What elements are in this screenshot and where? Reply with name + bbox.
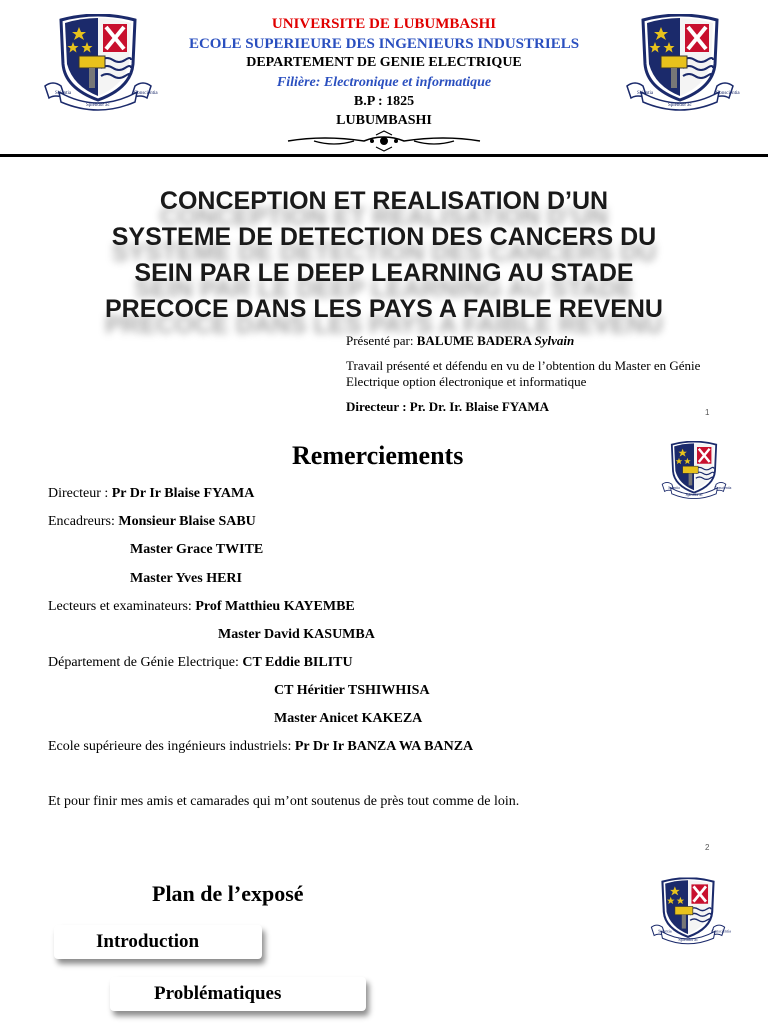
remerciements-title: Remerciements [292, 441, 464, 470]
crest-motto-bottom: Splendor ac [86, 103, 110, 108]
city: LUBUMBASHI [336, 113, 432, 128]
svg-text:Scientia: Scientia [637, 91, 654, 96]
school-name: ECOLE SUPERIEURE DES INGENIEURS INDUSTRIELS [188, 36, 580, 52]
svg-text:Conscientia: Conscientia [714, 486, 732, 490]
crest-motto-right: Conscientia [134, 91, 158, 96]
presenter-first-name: Sylvain [534, 333, 575, 348]
ack-departement-3: Master Anicet KAKEZA [274, 711, 423, 726]
svg-text:Splendor ac: Splendor ac [685, 493, 703, 498]
university-name: UNIVERSITE DE LUBUMBASHI [271, 16, 497, 32]
department-name: DEPARTEMENT DE GENIE ELECTRIQUE [246, 55, 522, 70]
ack-encadreur-1: Monsieur Blaise SABU [118, 514, 256, 529]
ack-lecteur-1: Prof Matthieu KAYEMBE [195, 599, 355, 614]
ack-departement: Département de Génie Electrique: CT Eddie BILITU [48, 655, 353, 670]
crest-logo-slide2 [661, 440, 732, 502]
ack-departement-2: CT Héritier TSHIWHISA [274, 683, 430, 698]
ack-encadreurs: Encadreurs: Monsieur Blaise SABU [48, 514, 256, 529]
ack-ecole-name: Pr Dr Ir BANZA WA BANZA [294, 739, 474, 754]
ack-encadreur-3: Master Yves HERI [130, 571, 242, 586]
presented-by-label: Présenté par: [346, 333, 417, 348]
presenter-name: BALUME BADERA [416, 333, 535, 348]
thesis-title [30, 183, 738, 327]
svg-text:Scientia: Scientia [668, 486, 680, 490]
ack-director-name: Pr Dr Ir Blaise FYAMA [111, 486, 255, 501]
ack-departement-1: CT Eddie BILITU [242, 655, 353, 670]
crest-motto-left: Scientia [55, 91, 72, 96]
ack-ecole: Ecole supérieure des ingénieurs industriels: Pr Dr Ir BANZA WA BANZA [48, 739, 474, 754]
ack-lecteur-2: Master David KASUMBA [218, 627, 375, 642]
postal-box: B.P : 1825 [353, 94, 415, 109]
title-line-4: PRECOCE DANS LES PAYS A FAIBLE REVENU [105, 295, 663, 323]
slide-number-2: 2 [705, 843, 710, 852]
svg-text:Conscientia: Conscientia [716, 91, 740, 96]
plan-item-problematiques[interactable]: Problématiques [110, 977, 366, 1011]
svg-text:Splendor ac: Splendor ac [678, 937, 698, 943]
svg-text:Scientia: Scientia [658, 928, 672, 934]
filiere: Filière: Electronique et informatique [276, 75, 492, 90]
ack-lecteurs: Lecteurs et examinateurs: Prof Matthieu KAYEMBE [48, 599, 355, 614]
plan-title: Plan de l’exposé [152, 881, 304, 906]
closing-sentence: Et pour finir mes amis et camarades qui m’ont soutenus de près tout comme de loin. [48, 794, 520, 809]
title-line-1: CONCEPTION ET REALISATION D’UN [159, 187, 609, 215]
header-rule [0, 154, 768, 157]
ornament-divider [284, 131, 484, 156]
svg-text:Splendor ac: Splendor ac [668, 103, 692, 108]
title-line-3: SEIN PAR LE DEEP LEARNING AU STADE [134, 259, 634, 287]
crest-logo-slide3 [650, 877, 731, 947]
work-description: Travail présenté et défendu en vu de l’obtention du Master en Génie Electrique option électronique et informatique [346, 358, 701, 389]
slide-number-1: 1 [705, 408, 710, 417]
presented-by [346, 333, 574, 349]
svg-text:Conscientia: Conscientia [711, 928, 731, 934]
ack-encadreur-2: Master Grace TWITE [130, 542, 264, 557]
title-line-2: SYSTEME DE DETECTION DES CANCERS DU [111, 223, 657, 251]
plan-item-introduction[interactable]: Introduction [54, 925, 262, 959]
director-line: Directeur : Pr. Dr. Ir. Blaise FYAMA [346, 399, 550, 414]
ack-director: Directeur : Pr Dr Ir Blaise FYAMA [48, 486, 255, 501]
